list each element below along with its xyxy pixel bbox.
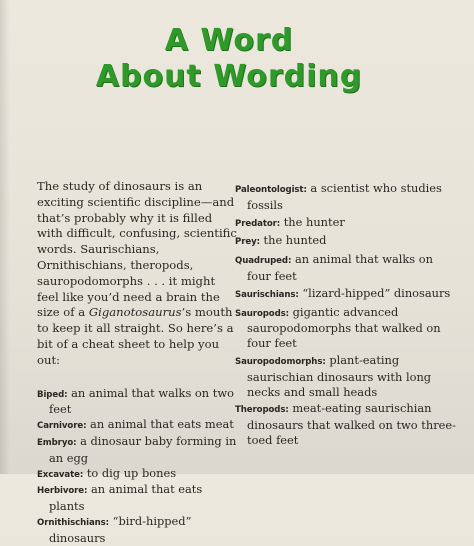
glossary-term: Paleontologist: [235, 185, 307, 195]
glossary-term: Embryo: [37, 437, 77, 448]
intro-text-after: ’s mouth to keep it all straight. So here’s a bit of a cheat sheet to help you out: [37, 305, 234, 367]
glossary-entry [235, 305, 460, 351]
glossary-entry [235, 353, 460, 399]
glossary-definition: the hunted [263, 233, 327, 248]
glossary-term: Sauropods: [235, 308, 290, 319]
glossary-entry [235, 401, 460, 447]
glossary-entry [37, 417, 237, 434]
glossary-term: Ornithischians: [37, 517, 110, 528]
glossary-entry [235, 181, 460, 213]
glossary-term: Biped: [37, 389, 68, 400]
glossary-entry [37, 482, 237, 514]
page-title-line-2: About Wording [95, 59, 363, 94]
glossary-definition: an animal that walks on four feet [247, 252, 433, 283]
glossary-definition: an animal that eats plants [49, 482, 203, 514]
glossary-entry [235, 252, 460, 284]
intro-text-before: The study of dinosaurs is an exciting scientific discipline—and that’s probably why it is filled with difficult, confusing, scientific words. Saurischians, Ornithischians, theropods, sauropodomorphs . . . it might feel like you’d need a brain the size of a [37, 179, 237, 320]
glossary-entry [235, 286, 460, 303]
glossary-definition: a dinosaur baby forming in an egg [49, 433, 237, 465]
glossary-term: Theropods: [235, 405, 289, 416]
glossary-definition: to dig up bones [86, 465, 177, 480]
glossary-definition: an animal that eats meat [90, 417, 234, 432]
glossary-definition: “lizard-hipped” dinosaurs [302, 285, 451, 300]
glossary-definition: plant-eating saurischian dinosaurs with long necks and small heads [247, 352, 432, 399]
glossary-term: Excavate: [37, 469, 84, 480]
glossary-entry [235, 215, 460, 232]
glossary-definition: “bird-hipped” dinosaurs [49, 513, 192, 545]
glossary-entry [37, 434, 237, 466]
intro-paragraph [37, 179, 237, 369]
glossary-term: Sauropodomorphs: [235, 356, 326, 367]
intro-italic-word: Giganotosaurus [88, 305, 182, 320]
glossary-entry [37, 514, 237, 546]
glossary-term: Carnivore: [37, 421, 87, 432]
glossary-entry [37, 386, 237, 418]
glossary-definition: a scientist who studies fossils [247, 181, 442, 212]
left-column [37, 179, 237, 546]
glossary-term: Saurischians: [235, 289, 299, 300]
right-column [235, 181, 460, 450]
glossary-list-left [37, 386, 237, 546]
page-title-line-1: A Word [164, 23, 294, 58]
glossary-definition: gigantic advanced sauropodomorphs that walked on four feet [247, 304, 441, 351]
glossary-term: Herbivore: [37, 486, 88, 497]
glossary-entry [235, 233, 460, 250]
glossary-term: Predator: [235, 218, 281, 229]
glossary-definition: meat-eating saurischian dinosaurs that walked on two three-toed feet [247, 401, 456, 447]
glossary-definition: an animal that walks on two feet [49, 385, 234, 417]
glossary-definition: the hunter [283, 214, 345, 229]
glossary-list-right [235, 181, 460, 448]
glossary-term: Quadruped: [235, 256, 292, 267]
glossary-term: Prey: [235, 237, 260, 248]
